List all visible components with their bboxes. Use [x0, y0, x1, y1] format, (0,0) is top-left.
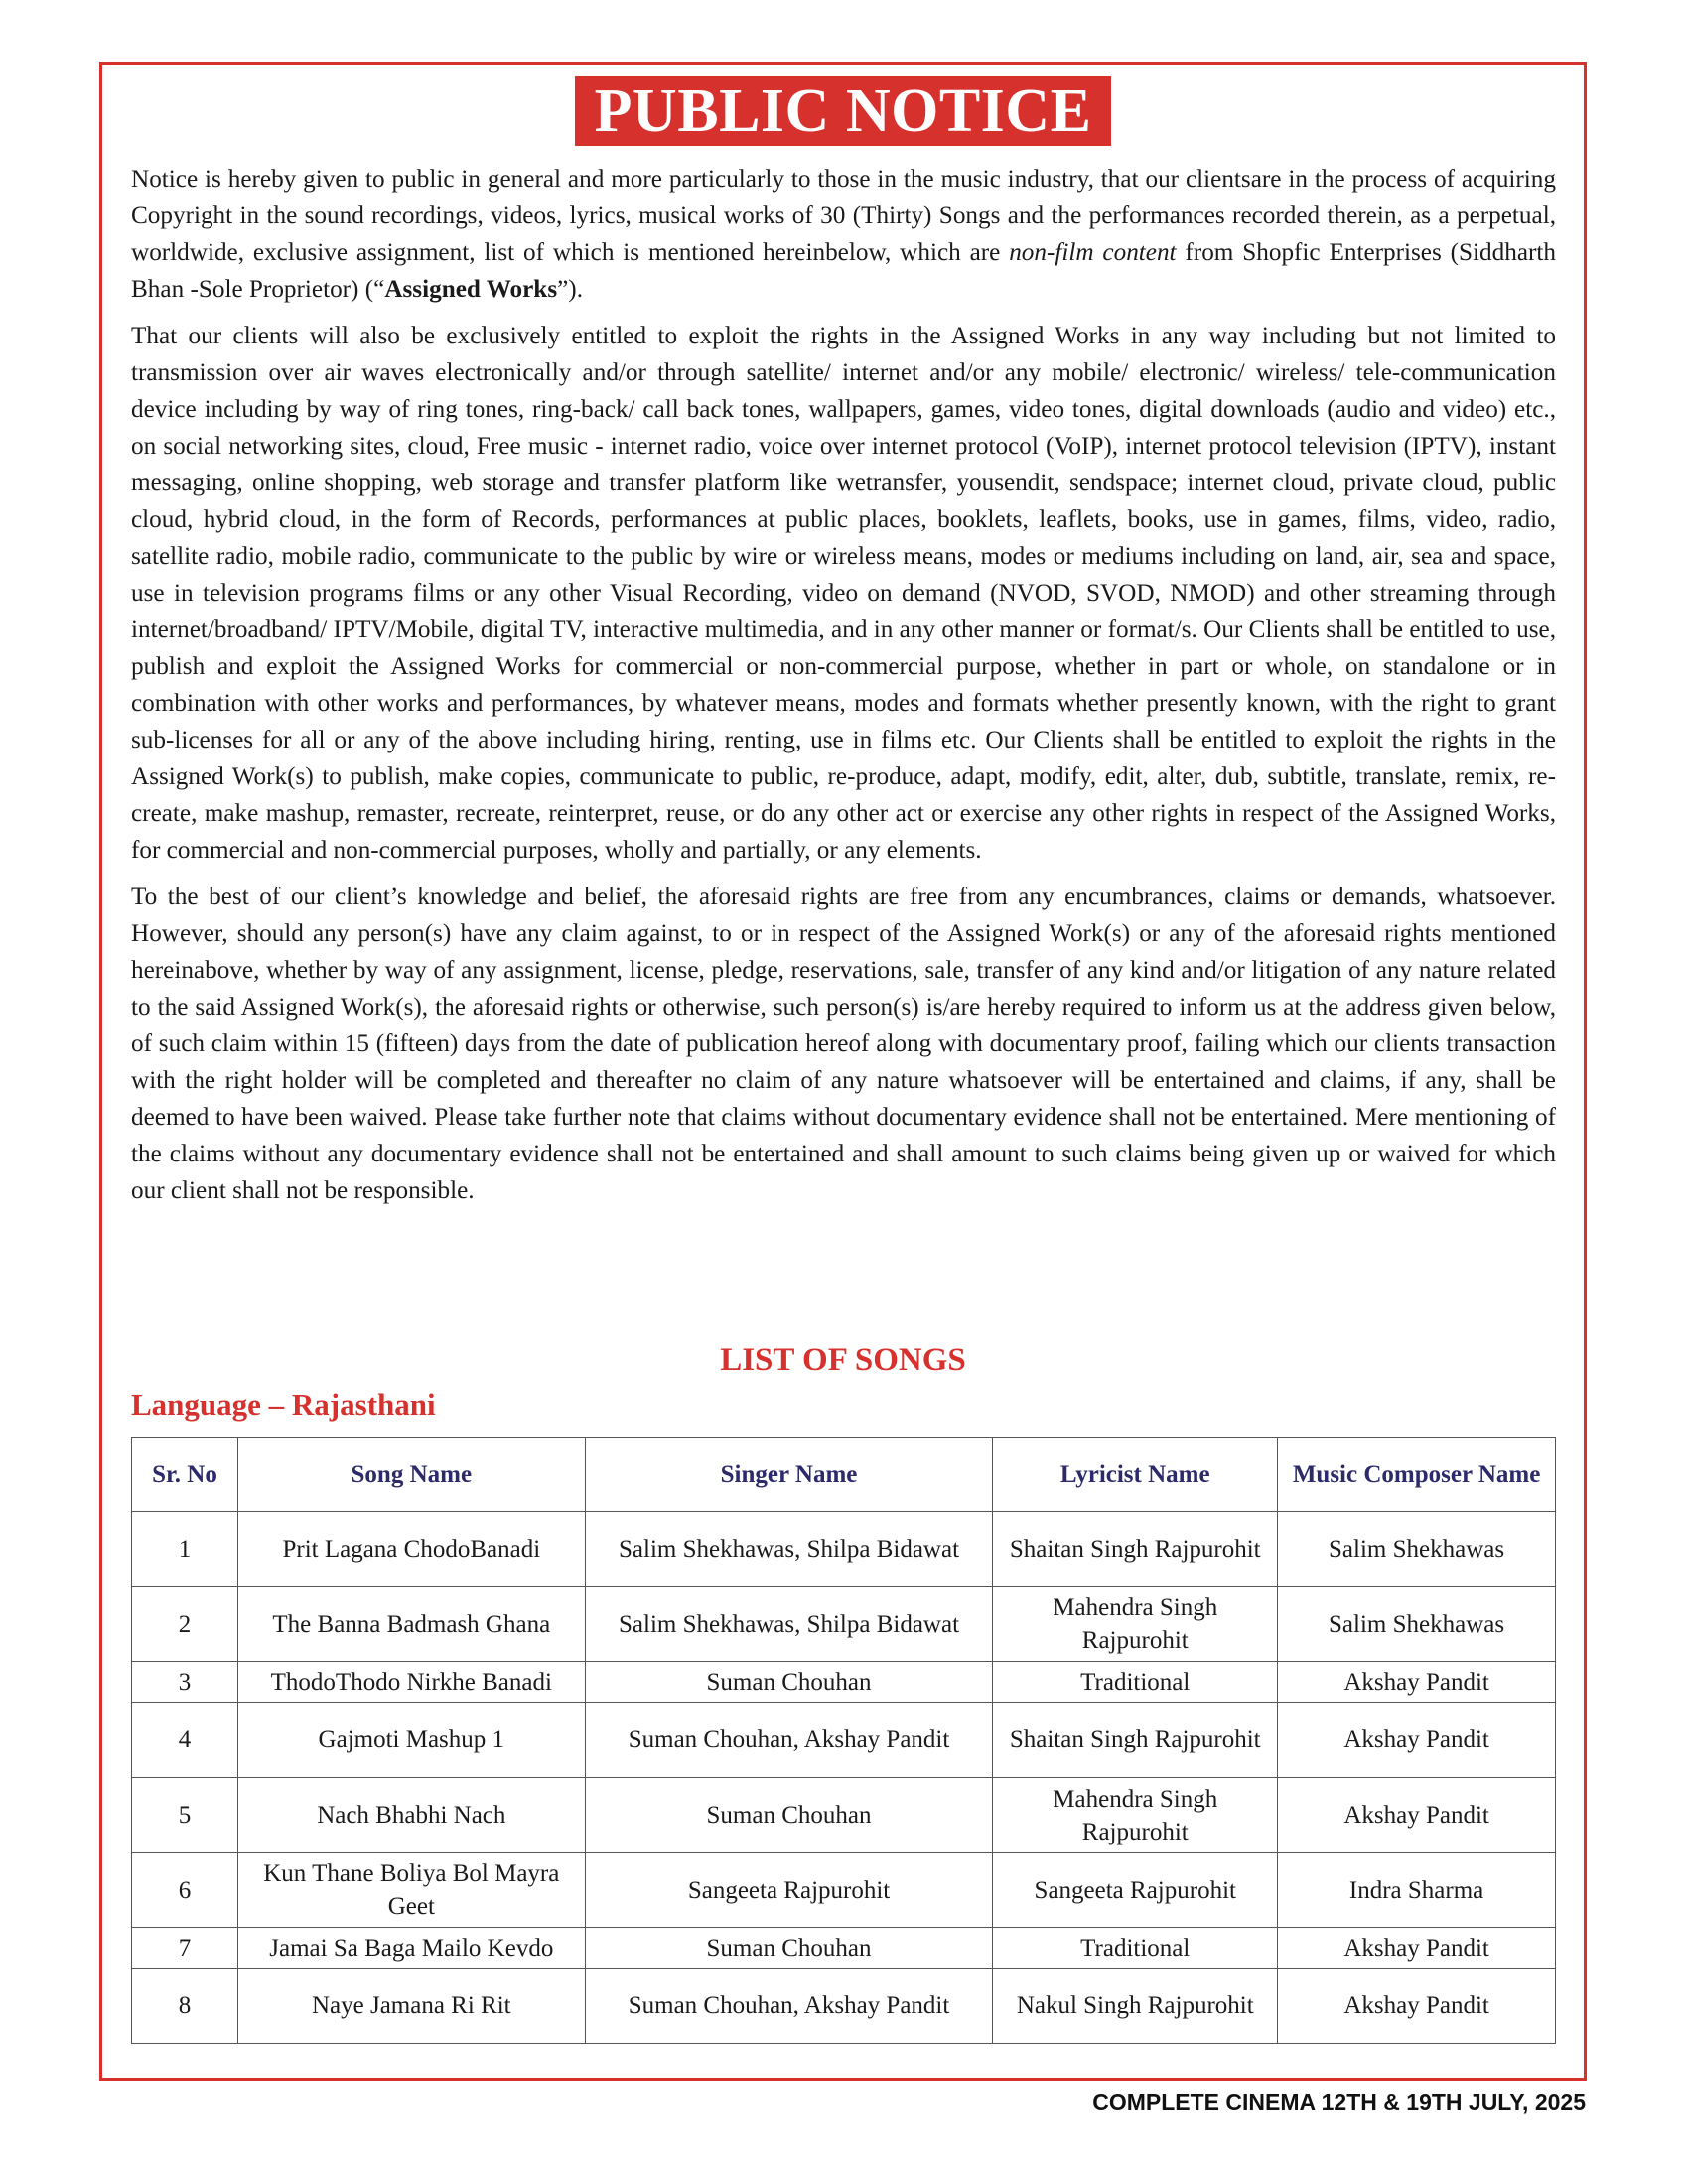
notice-title: PUBLIC NOTICE	[575, 76, 1112, 146]
cell-sr: 7	[132, 1928, 238, 1969]
cell-composer: Indra Sharma	[1278, 1853, 1556, 1928]
cell-song: ThodoThodo Nirkhe Banadi	[237, 1662, 585, 1703]
cell-singer: Suman Chouhan	[585, 1928, 993, 1969]
cell-composer: Akshay Pandit	[1278, 1703, 1556, 1778]
table-row	[132, 1587, 1556, 1662]
header-singer-name: Singer Name	[585, 1438, 993, 1512]
header-composer-name: Music Composer Name	[1278, 1438, 1556, 1512]
cell-sr: 4	[132, 1703, 238, 1778]
p1-text-c: ”).	[557, 276, 583, 303]
cell-song: The Banna Badmash Ghana	[237, 1587, 585, 1662]
cell-sr: 1	[132, 1512, 238, 1587]
cell-sr: 5	[132, 1778, 238, 1853]
language-label: Language – Rajasthani	[131, 1387, 436, 1422]
cell-lyricist: Sangeeta Rajpurohit	[993, 1853, 1278, 1928]
cell-song: Nach Bhabhi Nach	[237, 1778, 585, 1853]
cell-singer: Sangeeta Rajpurohit	[585, 1853, 993, 1928]
table-row	[132, 1662, 1556, 1703]
cell-composer: Akshay Pandit	[1278, 1969, 1556, 2044]
cell-singer: Suman Chouhan	[585, 1662, 993, 1703]
cell-singer: Suman Chouhan, Akshay Pandit	[585, 1969, 993, 2044]
cell-song: Jamai Sa Baga Mailo Kevdo	[237, 1928, 585, 1969]
header-song-name: Song Name	[237, 1438, 585, 1512]
paragraph-1	[131, 161, 1556, 308]
paragraph-3: To the best of our client’s knowledge and belief, the aforesaid rights are free from any encumbrances, claims or demands, whatsoever. However, should any person(s) have any claim against, to or in respect of the Assigned Work(s) or any of the aforesaid rights mentioned hereinabove, whether by way of any assignment, license, pledge, reservations, sale, transfer of any kind and/or litigation of any nature related to the said Assigned Work(s), the aforesaid rights or otherwise, such person(s) is/are hereby required to inform us at the address given below, of such claim within 15 (fifteen) days from the date of publication hereof along with documentary proof, failing which our clients transaction with the right holder will be completed and thereafter no claim of any nature whatsoever will be entertained and claims, if any, shall be deemed to have been waived. Please take further note that claims without documentary evidence shall not be entertained. Mere mentioning of the claims without any documentary evidence shall not be entertained and shall amount to such claims being given up or waived for which our client shall not be responsible.	[131, 884, 1556, 1204]
notice-body	[131, 161, 1556, 1219]
cell-sr: 3	[132, 1662, 238, 1703]
cell-song: Naye Jamana Ri Rit	[237, 1969, 585, 2044]
cell-song: Prit Lagana ChodoBanadi	[237, 1512, 585, 1587]
cell-song: Kun Thane Boliya Bol Mayra Geet	[237, 1853, 585, 1928]
table-row	[132, 1853, 1556, 1928]
table-row	[132, 1969, 1556, 2044]
table-header-row	[132, 1438, 1556, 1512]
header-sr-no: Sr. No	[132, 1438, 238, 1512]
cell-lyricist: Mahendra Singh Rajpurohit	[993, 1778, 1278, 1853]
p1-text-b: from Shopfic Enterprises (Siddharth Bhan -Sole Proprietor) (“	[131, 239, 1556, 303]
cell-singer: Salim Shekhawas, Shilpa Bidawat	[585, 1512, 993, 1587]
cell-singer: Suman Chouhan, Akshay Pandit	[585, 1703, 993, 1778]
cell-singer: Suman Chouhan	[585, 1778, 993, 1853]
table-row	[132, 1703, 1556, 1778]
header-lyricist-name: Lyricist Name	[993, 1438, 1278, 1512]
cell-lyricist: Shaitan Singh Rajpurohit	[993, 1703, 1278, 1778]
p1-strong: Assigned Works	[384, 276, 558, 303]
title-wrap	[102, 76, 1584, 146]
p1-emphasis: non-film content	[1009, 239, 1177, 266]
cell-sr: 6	[132, 1853, 238, 1928]
cell-lyricist: Shaitan Singh Rajpurohit	[993, 1512, 1278, 1587]
cell-lyricist: Traditional	[993, 1662, 1278, 1703]
cell-song: Gajmoti Mashup 1	[237, 1703, 585, 1778]
p1-text-a: Notice is hereby given to public in general and more particularly to those in the music industry, that our clientsare in the process of acquiring Copyright in the sound recordings, videos, lyrics, musical works of 30 (Thirty) Songs and the performances recorded therein, as a perpetual, worldwide, exclusive assignment, list of which is mentioned hereinbelow, which are	[131, 166, 1556, 266]
cell-singer: Salim Shekhawas, Shilpa Bidawat	[585, 1587, 993, 1662]
notice-frame	[99, 62, 1587, 2081]
cell-lyricist: Nakul Singh Rajpurohit	[993, 1969, 1278, 2044]
cell-composer: Salim Shekhawas	[1278, 1512, 1556, 1587]
table-row	[132, 1778, 1556, 1853]
cell-composer: Akshay Pandit	[1278, 1928, 1556, 1969]
table-row	[132, 1512, 1556, 1587]
cell-lyricist: Traditional	[993, 1928, 1278, 1969]
cell-composer: Akshay Pandit	[1278, 1778, 1556, 1853]
list-title: LIST OF SONGS	[720, 1342, 966, 1378]
songs-table	[131, 1437, 1556, 2044]
table-row	[132, 1928, 1556, 1969]
cell-composer: Salim Shekhawas	[1278, 1587, 1556, 1662]
cell-sr: 2	[132, 1587, 238, 1662]
footer-publication: COMPLETE CINEMA 12TH & 19TH JULY, 2025	[1092, 2089, 1586, 2115]
cell-composer: Akshay Pandit	[1278, 1662, 1556, 1703]
cell-sr: 8	[132, 1969, 238, 2044]
cell-lyricist: Mahendra Singh Rajpurohit	[993, 1587, 1278, 1662]
paragraph-2: That our clients will also be exclusively entitled to exploit the rights in the Assigned Works in any way including but not limited to transmission over air waves electronically and/or through satellite/ internet and/or any mobile/ electronic/ wireless/ tele-communication device including by way of ring tones, ring-back/ call back tones, wallpapers, games, video tones, digital downloads (audio and video) etc., on social networking sites, cloud, Free music - internet radio, voice over internet protocol (VoIP), internet protocol television (IPTV), instant messaging, online shopping, web storage and transfer platform like wetransfer, yousendit, sendspace; internet cloud, private cloud, public cloud, hybrid cloud, in the form of Records, performances at public places, booklets, leaflets, books, use in games, films, video, radio, satellite radio, mobile radio, communicate to the public by wire or wireless means, modes or mediums including on land, air, sea and space, use in television programs films or any other Visual Recording, video on demand (NVOD, SVOD, NMOD) and other streaming through internet/broadband/ IPTV/Mobile, digital TV, interactive multimedia, and in any other manner or format/s. Our Clients shall be entitled to use, publish and exploit the Assigned Works for commercial or non-commercial purpose, whether in part or whole, on standalone or in combination with other works and performances, by whatever means, modes and formats whether presently known, with the right to grant sub-licenses for all or any of the above including hiring, renting, use in films etc. Our Clients shall be entitled to exploit the rights in the Assigned Work(s) to publish, make copies, communicate to public, re-produce, adapt, modify, edit, alter, dub, subtitle, translate, remix, re-create, make mashup, remaster, recreate, reinterpret, reuse, or do any other act or exercise any other rights in respect of the Assigned Works, for commercial and non-commercial purposes, wholly and partially, or any elements.	[131, 323, 1556, 864]
